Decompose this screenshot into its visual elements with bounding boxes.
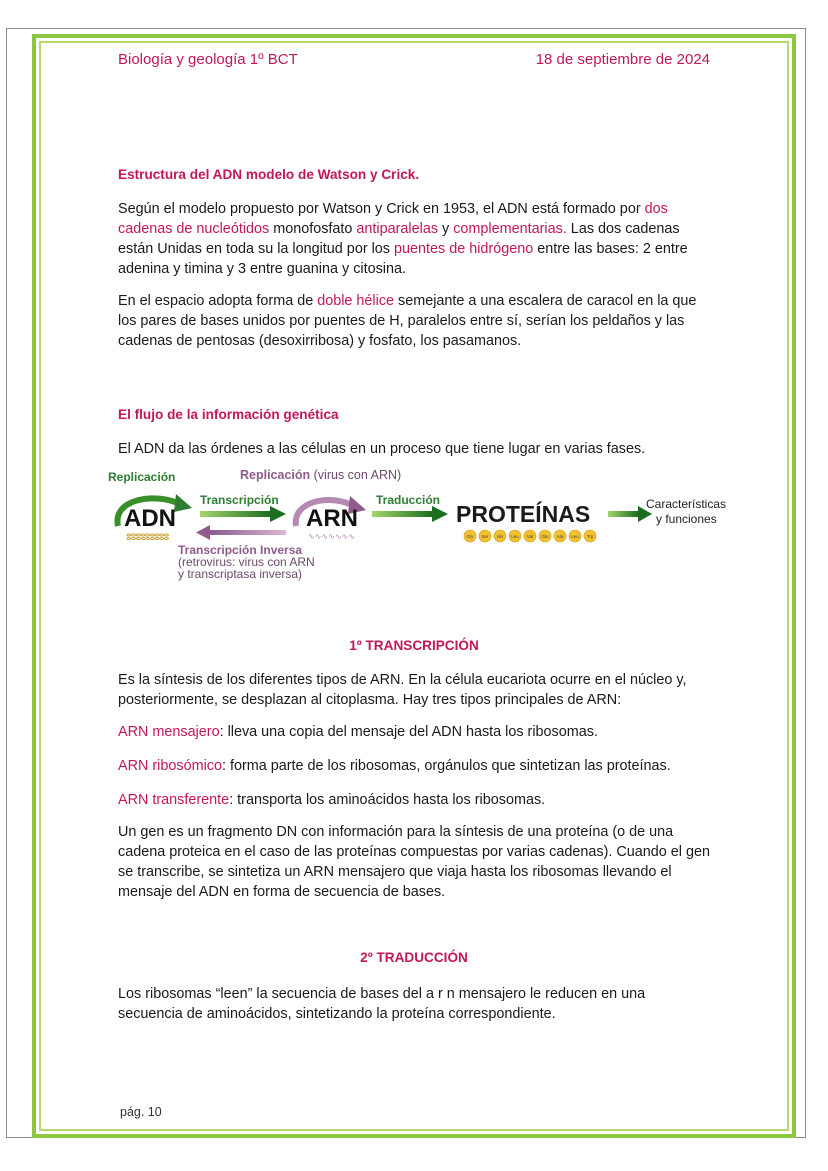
paragraph-arn-transferente bbox=[118, 790, 710, 810]
amino-acid-label: Trp bbox=[586, 534, 594, 539]
highlighted-term: doble hélice bbox=[317, 293, 395, 309]
paragraph-adn-structure bbox=[118, 199, 710, 279]
header-date: 18 de septiembre de 2024 bbox=[535, 51, 710, 68]
amino-acid-label: His bbox=[496, 534, 504, 539]
text-arn-ribosomico: : forma parte de los ribosomas, orgánulos que sintetizan las proteínas. bbox=[221, 758, 671, 774]
paragraph-text: Las dos cadenas están Unidas en toda su la longitud por los bbox=[118, 221, 680, 257]
label-proteinas: PROTEÍNAS bbox=[456, 501, 591, 527]
section-title-transcripcion: 1º TRANSCRIPCIÓN bbox=[349, 638, 479, 653]
transcription-arrowhead bbox=[270, 506, 286, 522]
text-arn-mensajero: : lleva una copia del mensaje del ADN hasta los ribosomas. bbox=[219, 724, 598, 740]
highlighted-term: antiparalelas bbox=[356, 221, 439, 237]
label-retrovirus-2: y transcriptasa inversa) bbox=[178, 567, 303, 581]
amino-acid-chain bbox=[464, 530, 596, 542]
replication-arrowhead-adn bbox=[174, 494, 192, 512]
paragraph-text: entre las bases: 2 entre adenina y timina y 3 entre guanina y citosina. bbox=[118, 241, 688, 277]
term-arn-transferente: ARN transferente bbox=[118, 792, 230, 808]
paragraph-transcripcion: Es la síntesis de los diferentes tipos de ARN. En la célula eucariota ocurre en el núcleo y, posteriormente, se desplazan al citoplasma. Hay tres tipos principales de ARN: bbox=[118, 672, 687, 708]
header-subject: Biología y geología 1º BCT bbox=[118, 51, 298, 68]
amino-acid-label: Leu bbox=[571, 534, 579, 539]
text-arn-transferente: : transporta los aminoácidos hasta los ribosomas. bbox=[229, 792, 546, 808]
label-caracteristicas: Características bbox=[646, 497, 727, 511]
adn-helix-icon: ⵓⵓⵓⵓⵓⵓⵓⵓⵓ bbox=[126, 532, 169, 542]
paragraph-text: En el espacio adopta forma de bbox=[118, 293, 318, 309]
highlighted-term: dos cadenas de nucleótidos bbox=[118, 201, 668, 237]
translation-arrow-shaft bbox=[372, 511, 432, 517]
paragraph-text: y bbox=[438, 221, 454, 237]
label-replicacion: Replicación bbox=[108, 470, 176, 484]
label-adn: ADN bbox=[124, 505, 176, 532]
document-body bbox=[118, 165, 710, 459]
paragraph-text: monofosfato bbox=[269, 221, 357, 237]
paragraph-arn-ribosomico bbox=[118, 756, 710, 776]
paragraph-text: Según el modelo propuesto por Watson y Crick en 1953, el ADN está formado por bbox=[118, 201, 645, 217]
section-title-watson-crick: Estructura del ADN modelo de Watson y Crick. bbox=[118, 167, 420, 182]
amino-acid-label: Gly bbox=[466, 534, 474, 539]
function-arrow-shaft bbox=[608, 511, 638, 517]
amino-acid-label: Glu bbox=[541, 534, 549, 539]
genetic-flow-diagram bbox=[100, 464, 750, 588]
term-arn-ribosomico: ARN ribosómico bbox=[118, 758, 222, 774]
paragraph-text: semejante a una escalera de caracol en la que los pares de bases unidos por puentes de H, paralelos entre sí, serían los peldaños y las cadenas de pentosas (desoxirribosa) y fosfato, los pasamanos. bbox=[118, 293, 697, 349]
amino-acid-label: Ala bbox=[556, 534, 564, 539]
highlighted-term: complementarias. bbox=[453, 221, 567, 237]
amino-acid-label: Val bbox=[526, 534, 534, 539]
reverse-transcription-arrowhead bbox=[196, 525, 210, 540]
highlighted-term: puentes de hidrógeno bbox=[394, 241, 534, 257]
label-retrovirus-1: (retrovirus: virus con ARN bbox=[178, 555, 315, 569]
paragraph-gen: Un gen es un fragmento DN con información para la síntesis de una proteína (o de una cadena proteica en el caso de las proteínas compuestas por varias cadenas). Cuando el gen se transcribe, se sintetiza un ARN mensajero que viaja hasta los ribosomas llevando el mensaje del ADN en forma de secuencia de bases. bbox=[118, 824, 710, 900]
document-body-2 bbox=[118, 636, 710, 1024]
paragraph-traduccion: Los ribosomas “leen” la secuencia de bases del a r n mensajero le reducen en una secuencia de aminoácidos, sintetizando la proteína correspondiente. bbox=[118, 986, 646, 1022]
label-transcripcion-inversa: Transcripción Inversa bbox=[178, 543, 303, 557]
label-traduccion: Traducción bbox=[376, 493, 441, 507]
section-title-genetic-flow: El flujo de la información genética bbox=[118, 407, 339, 422]
reverse-transcription-arrow-shaft bbox=[210, 530, 286, 535]
amino-acid-label: Ser bbox=[481, 534, 489, 539]
label-transcripcion: Transcripción bbox=[200, 493, 279, 507]
page-number: pág. 10 bbox=[120, 1105, 162, 1119]
paragraph-double-helix bbox=[118, 291, 710, 351]
term-arn-mensajero: ARN mensajero bbox=[118, 724, 220, 740]
label-replicacion-virus: Replicación (virus con ARN) bbox=[240, 468, 402, 482]
label-arn: ARN bbox=[306, 505, 358, 532]
paragraph-arn-mensajero bbox=[118, 722, 710, 742]
section-title-traduccion: 2º TRADUCCIÓN bbox=[360, 950, 468, 965]
translation-arrowhead bbox=[432, 506, 448, 522]
transcription-arrow-shaft bbox=[200, 511, 270, 517]
amino-acid-label: Leu bbox=[511, 534, 519, 539]
paragraph-genetic-flow: El ADN da las órdenes a las células en un proceso que tiene lugar en varias fases. bbox=[118, 441, 646, 457]
arn-strand-icon: ∿∿∿∿∿∿∿ bbox=[308, 532, 355, 541]
label-funciones: y funciones bbox=[656, 512, 717, 526]
